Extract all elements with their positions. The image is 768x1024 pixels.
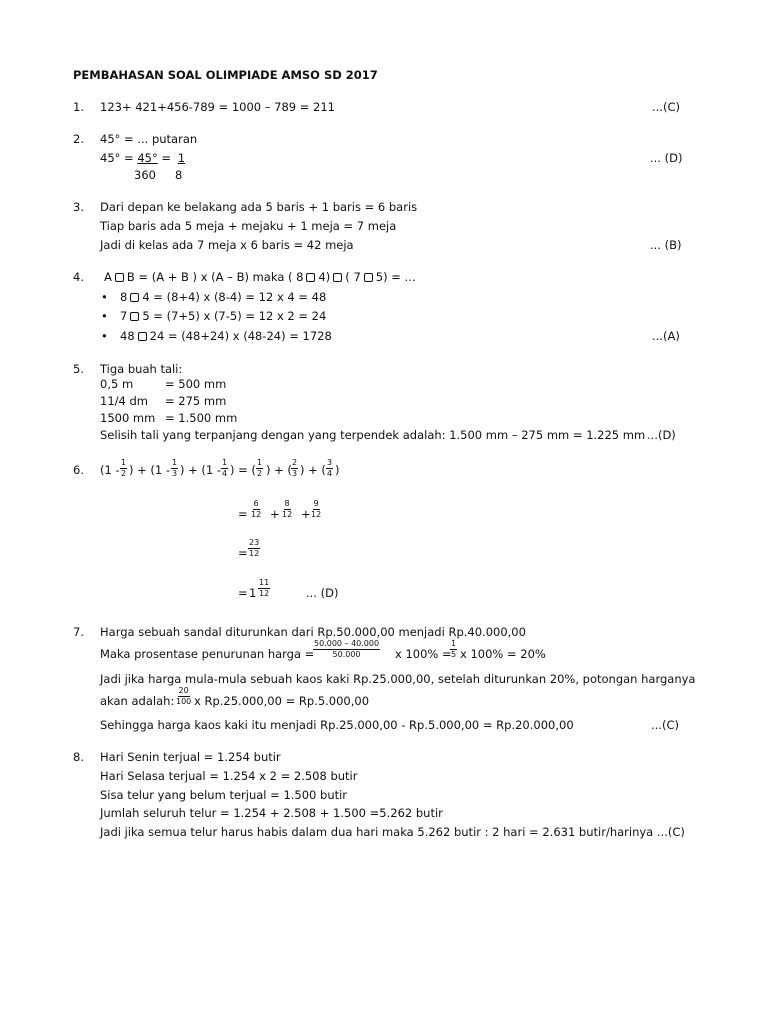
whole-number: 1 [249, 586, 257, 600]
q6-text: (1 - [100, 463, 120, 477]
q6-text: ) + ( [266, 463, 292, 477]
q5-row3-value: = 1.500 mm [165, 411, 238, 425]
q5-row1-value: = 500 mm [165, 377, 227, 391]
q2-line2: 45° = 45° = 1 [100, 151, 186, 165]
question-number: 4. [73, 270, 84, 284]
q8-line2: Hari Selasa terjual = 1.254 x 2 = 2.508 butir [100, 769, 358, 783]
fraction: $\frac{11}{12}$ [259, 578, 270, 598]
operator-box-icon [306, 273, 315, 282]
question-number: 2. [73, 132, 84, 146]
q8-line1: Hari Senin terjual = 1.254 butir [100, 750, 281, 764]
fraction: $\frac{8}{12}$ [282, 499, 293, 519]
operator-box-icon [115, 273, 124, 282]
q6-answer: ... (D) [306, 586, 339, 600]
q2-line1: 45° = ... putaran [100, 132, 198, 146]
q6-text: ) = ( [230, 463, 256, 477]
q7-answer: ...(C) [651, 718, 679, 732]
q2-denominator-2: 8 [175, 168, 183, 182]
question-number: 7. [73, 625, 84, 639]
q1-answer: ...(C) [652, 100, 680, 114]
q8-line5: Jadi jika semua telur harus habis dalam dua hari maka 5.262 butir : 2 hari = 2.631 butir/harinya ...(C) [100, 825, 685, 839]
question-number: 1. [73, 100, 84, 114]
q7-line3: Jadi jika harga mula-mula sebuah kaos kaki Rp.25.000,00, setelah diturunkan 20%, potongan harganya [100, 672, 696, 686]
fraction: $\frac{23}{12}$ [249, 538, 260, 558]
fraction: $\frac{6}{12}$ [251, 499, 262, 519]
q1-text: 123+ 421+456-789 = 1000 – 789 = 211 [100, 100, 335, 114]
fraction: $\frac{1}{4}$ [222, 458, 228, 478]
question-number: 5. [73, 362, 84, 376]
q6-text: ) + (1 - [180, 463, 222, 477]
fraction: $\frac{1}{3}$ [172, 458, 178, 478]
q3-answer: ... (B) [650, 238, 682, 252]
fraction: $\frac{1}{2}$ [121, 458, 127, 478]
equals-sign: = [238, 546, 248, 560]
page-title: PEMBAHASAN SOAL OLIMPIADE AMSO SD 2017 [73, 68, 378, 82]
q4-bullet-1: • 8 4 = (8+4) x (8-4) = 12 x 4 = 48 [120, 292, 326, 304]
plus-sign: + [301, 507, 311, 521]
q3-line3: Jadi di kelas ada 7 meja x 6 baris = 42 meja [100, 238, 354, 252]
question-number: 8. [73, 750, 84, 764]
q4-bullet-3: • 48 24 = (48+24) x (48-24) = 1728 [120, 331, 332, 343]
operator-box-icon [138, 332, 147, 341]
q5-row3-label: 1500 mm [100, 411, 156, 425]
q6-text: ) + (1 - [129, 463, 171, 477]
question-number: 3. [73, 200, 84, 214]
fraction: $\frac{50.000 - 40.000}{50.000}$ [314, 639, 380, 659]
operator-box-icon [130, 293, 139, 302]
q4-bullet-2: • 7 5 = (7+5) x (7-5) = 12 x 2 = 24 [120, 311, 326, 323]
q7-line2c: x 100% = 20% [460, 647, 546, 661]
q7-line2a: Maka prosentase penurunan harga = [100, 647, 315, 661]
plus-sign: + [270, 507, 280, 521]
q7-line2b: x 100% = [395, 647, 452, 661]
q7-line4a: akan adalah: [100, 694, 175, 708]
q5-answer: ...(D) [647, 428, 676, 442]
q2-denominator-1: 360 [134, 168, 156, 182]
equals-sign: = [238, 507, 248, 521]
q5-row2-value: = 275 mm [165, 394, 227, 408]
q3-line2: Tiap baris ada 5 meja + mejaku + 1 meja = 7 meja [100, 219, 397, 233]
q6-text: ) [335, 463, 340, 477]
operator-box-icon [130, 312, 139, 321]
fraction: $\frac{1}{5}$ [451, 639, 457, 659]
q8-line3: Sisa telur yang belum terjual = 1.500 butir [100, 788, 348, 802]
fraction: $\frac{9}{12}$ [311, 499, 322, 519]
q3-line1: Dari depan ke belakang ada 5 baris + 1 baris = 6 baris [100, 200, 418, 214]
equals-sign: = [238, 586, 248, 600]
q6-text: ) + ( [300, 463, 326, 477]
operator-box-icon [364, 273, 373, 282]
q4-line1: A B = (A + B ) x (A – B) maka ( 8 4) ( 7 5) = ... [104, 270, 416, 284]
fraction: $\frac{1}{2}$ [257, 458, 263, 478]
fraction: $\frac{3}{4}$ [327, 458, 333, 478]
q8-line4: Jumlah seluruh telur = 1.254 + 2.508 + 1.500 =5.262 butir [100, 806, 443, 820]
q5-row1-label: 0,5 m [100, 377, 134, 391]
q7-line1: Harga sebuah sandal diturunkan dari Rp.50.000,00 menjadi Rp.40.000,00 [100, 625, 526, 639]
q7-line4b: x Rp.25.000,00 = Rp.5.000,00 [194, 694, 370, 708]
operator-box-icon [333, 273, 342, 282]
fraction: $\frac{2}{3}$ [292, 458, 298, 478]
q4-answer: ...(A) [652, 329, 680, 343]
q5-line5: Selisih tali yang terpanjang dengan yang terpendek adalah: 1.500 mm – 275 mm = 1.225 mm [100, 428, 646, 442]
question-number: 6. [73, 463, 84, 477]
q7-line5: Sehingga harga kaos kaki itu menjadi Rp.25.000,00 - Rp.5.000,00 = Rp.20.000,00 [100, 718, 574, 732]
q5-line1: Tiga buah tali: [100, 362, 183, 376]
q5-row2-label: 11/4 dm [100, 394, 148, 408]
fraction: $\frac{20}{100}$ [176, 686, 192, 706]
q2-answer: ... (D) [650, 151, 683, 165]
